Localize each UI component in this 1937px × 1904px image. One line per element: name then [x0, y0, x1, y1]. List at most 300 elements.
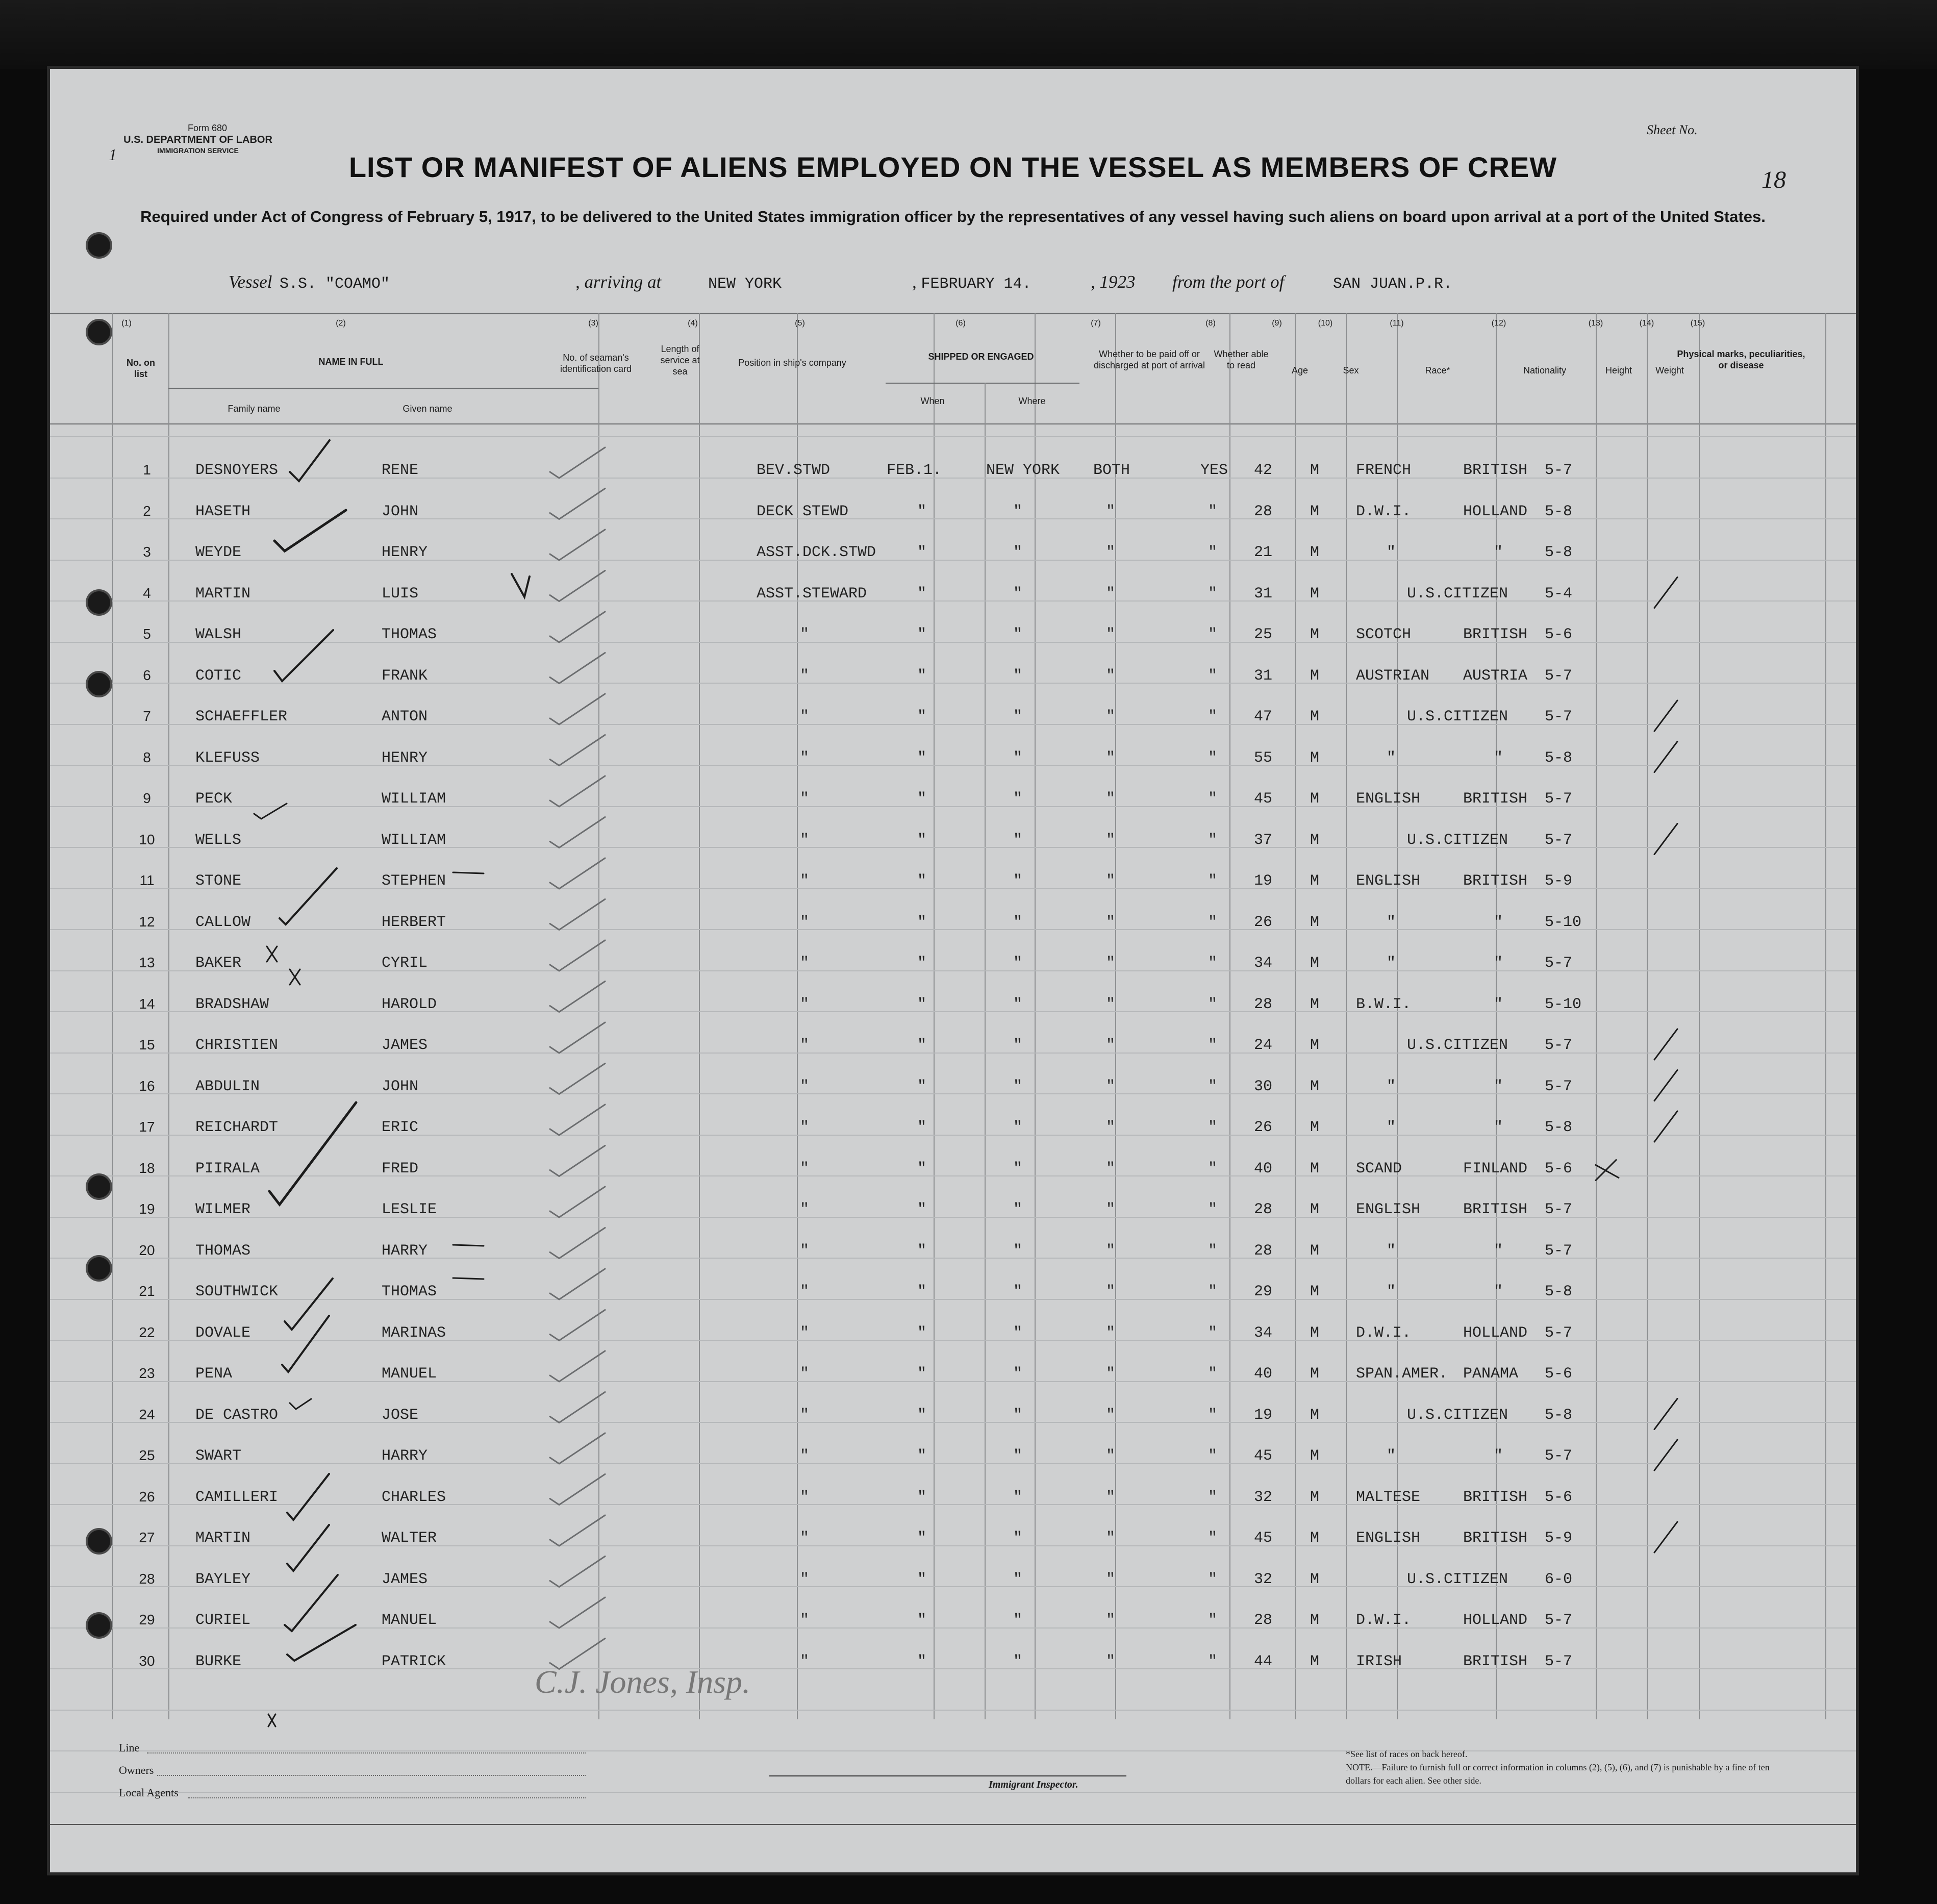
- position: ": [800, 1324, 810, 1342]
- given-name: JOHN: [382, 503, 419, 520]
- height: 5-6: [1545, 1488, 1573, 1506]
- age: 26: [1254, 913, 1273, 931]
- check-mark: [290, 440, 330, 481]
- shipped-where: ": [1013, 667, 1023, 685]
- shipped-where: ": [1013, 749, 1023, 767]
- age: 28: [1254, 1612, 1273, 1629]
- given-name: WALTER: [382, 1530, 437, 1547]
- shipped-where: ": [1013, 1612, 1023, 1629]
- sex: M: [1310, 1570, 1320, 1588]
- nationality: FINLAND: [1463, 1160, 1528, 1178]
- position: ": [800, 1447, 810, 1465]
- height: 5-7: [1545, 1652, 1573, 1670]
- family-name: WILMER: [195, 1201, 251, 1218]
- shipped-where: ": [1013, 1488, 1023, 1506]
- age: 30: [1254, 1078, 1273, 1095]
- age: 31: [1254, 585, 1273, 603]
- shipped-where: ": [1013, 790, 1023, 808]
- paid-off: ": [1106, 1037, 1116, 1054]
- check-mark: [287, 1625, 356, 1661]
- department-name: U.S. DEPARTMENT OF LABOR: [123, 134, 272, 145]
- column-number: (14): [1639, 319, 1654, 328]
- able-to-read: ": [1208, 1530, 1218, 1547]
- shipped-where: ": [1013, 1324, 1023, 1342]
- able-to-read: ": [1208, 1570, 1218, 1588]
- race: ENGLISH: [1356, 1201, 1421, 1218]
- paid-off: ": [1106, 872, 1116, 890]
- height: 5-7: [1545, 955, 1573, 972]
- shipped-when: ": [917, 1406, 927, 1424]
- binder-hole: [86, 232, 112, 259]
- sex: M: [1310, 1406, 1320, 1424]
- row-number: 14: [139, 995, 155, 1012]
- immigrant-inspector-label: Immigrant Inspector.: [989, 1779, 1078, 1790]
- column-number: (7): [1091, 319, 1101, 328]
- row-number: 19: [139, 1201, 155, 1217]
- position: ASST.DCK.STWD: [757, 544, 876, 561]
- shipped-when: ": [917, 1078, 927, 1095]
- sex: M: [1310, 503, 1320, 520]
- column-number: (5): [795, 319, 805, 328]
- col-weight-header: Weight: [1655, 365, 1684, 375]
- race: ENGLISH: [1356, 790, 1421, 808]
- row-number: 6: [143, 667, 151, 683]
- row-number: 16: [139, 1078, 155, 1094]
- check-mark: [1654, 1522, 1677, 1552]
- row-number: 30: [139, 1652, 155, 1669]
- nationality: HOLLAND: [1463, 1612, 1528, 1629]
- form-number: Form 680: [188, 123, 228, 133]
- age: 28: [1254, 995, 1273, 1013]
- nationality: BRITISH: [1463, 1201, 1528, 1218]
- shipped-when: ": [917, 1652, 927, 1670]
- row-number: 18: [139, 1160, 155, 1176]
- age: 34: [1254, 1324, 1273, 1342]
- check-mark: [254, 804, 287, 819]
- binder-hole: [86, 1173, 112, 1200]
- height: 5-9: [1545, 1530, 1573, 1547]
- col-read-header: Whether able to read: [1214, 349, 1269, 370]
- age: 29: [1254, 1283, 1273, 1300]
- check-mark: [287, 1525, 329, 1571]
- position: ": [800, 1488, 810, 1506]
- race: ENGLISH: [1356, 1530, 1421, 1547]
- col-name-header: NAME IN FULL: [318, 357, 384, 367]
- age: 19: [1254, 872, 1273, 890]
- row-number: 21: [139, 1283, 155, 1299]
- paid-off: ": [1106, 995, 1116, 1013]
- manifest-sheet: [50, 69, 1856, 1872]
- col-when-header: When: [920, 396, 945, 406]
- row-number: 2: [143, 503, 151, 519]
- able-to-read: ": [1208, 626, 1218, 643]
- col-service-header: Length of service at sea: [660, 344, 700, 377]
- height: 5-6: [1545, 1160, 1573, 1178]
- handwritten-check-marks: [50, 69, 1856, 1872]
- age: 55: [1254, 749, 1273, 767]
- shipped-where: ": [1013, 1037, 1023, 1054]
- position: DECK STEWD: [757, 503, 849, 520]
- row-number: 3: [143, 544, 151, 560]
- shipped-when: ": [917, 1612, 927, 1629]
- age: 21: [1254, 544, 1273, 561]
- position: ": [800, 626, 810, 643]
- position: ": [800, 913, 810, 931]
- sex: M: [1310, 708, 1320, 725]
- col-given-header: Given name: [403, 404, 452, 414]
- height: 5-7: [1545, 1447, 1573, 1465]
- check-mark: [269, 1103, 356, 1205]
- shipped-where: ": [1013, 1160, 1023, 1178]
- race: IRISH: [1356, 1652, 1402, 1670]
- height: 5-8: [1545, 1406, 1573, 1424]
- races-note: *See list of races on back hereof.: [1346, 1749, 1468, 1759]
- height: 5-7: [1545, 708, 1573, 725]
- col-position-header: Position in ship's company: [738, 358, 846, 368]
- column-number: (8): [1205, 319, 1216, 328]
- owners-label: Owners: [119, 1764, 154, 1776]
- sex: M: [1310, 1201, 1320, 1218]
- paid-off: ": [1106, 708, 1116, 725]
- able-to-read: ": [1208, 1324, 1218, 1342]
- height: 6-0: [1545, 1570, 1573, 1588]
- position: ": [800, 1283, 810, 1300]
- race: ENGLISH: [1356, 872, 1421, 890]
- nationality: BRITISH: [1463, 790, 1528, 808]
- family-name: COTIC: [195, 667, 242, 685]
- column-number: (2): [336, 319, 346, 328]
- able-to-read: ": [1208, 955, 1218, 972]
- check-mark: [550, 489, 605, 519]
- position: ": [800, 1652, 810, 1670]
- height: 5-7: [1545, 1324, 1573, 1342]
- race: B.W.I.: [1356, 995, 1412, 1013]
- shipped-where: ": [1013, 1406, 1023, 1424]
- position: ": [800, 831, 810, 849]
- given-name: LESLIE: [382, 1201, 437, 1218]
- shipped-where: NEW YORK: [986, 462, 1060, 479]
- service-name: IMMIGRATION SERVICE: [157, 146, 239, 155]
- sex: M: [1310, 1612, 1320, 1629]
- sex: M: [1310, 1037, 1320, 1054]
- sex: M: [1310, 1119, 1320, 1136]
- corner-handwritten-mark: 1: [109, 145, 117, 164]
- shipped-where: ": [1013, 708, 1023, 725]
- check-mark: [512, 574, 530, 597]
- shipped-when: FEB.1.: [887, 462, 942, 479]
- race: AUSTRIAN: [1356, 667, 1430, 685]
- inspector-signature: C.J. Jones, Insp.: [535, 1664, 751, 1700]
- family-name: CURIEL: [195, 1612, 251, 1629]
- nationality: ": [1494, 1447, 1503, 1465]
- binder-hole: [86, 1528, 112, 1555]
- shipped-where: ": [1013, 1530, 1023, 1547]
- able-to-read: ": [1208, 1652, 1218, 1670]
- shipped-when: ": [917, 1283, 927, 1300]
- nationality: HOLLAND: [1463, 503, 1528, 520]
- race: ": [1387, 544, 1396, 561]
- row-number: 7: [143, 708, 151, 724]
- race: FRENCH: [1356, 462, 1412, 479]
- col-no-header: No. on list: [127, 358, 155, 379]
- position: ": [800, 1612, 810, 1629]
- able-to-read: ": [1208, 544, 1218, 561]
- able-to-read: ": [1208, 1037, 1218, 1054]
- able-to-read: ": [1208, 749, 1218, 767]
- shipped-where: ": [1013, 1201, 1023, 1218]
- check-mark: [1654, 1070, 1677, 1101]
- bottom-rule: [50, 1824, 1856, 1825]
- height: 5-9: [1545, 872, 1573, 890]
- given-name: HERBERT: [382, 913, 446, 931]
- check-mark: [550, 1515, 605, 1546]
- family-name: STONE: [195, 872, 242, 890]
- given-name: PATRICK: [382, 1652, 446, 1670]
- nationality: AUSTRIA: [1463, 667, 1528, 685]
- nationality: BRITISH: [1463, 1530, 1528, 1547]
- paid-off: ": [1106, 1160, 1116, 1178]
- row-number: 12: [139, 913, 155, 930]
- col-age-header: Age: [1291, 365, 1309, 375]
- family-name: CALLOW: [195, 913, 251, 931]
- check-mark: [550, 817, 605, 848]
- sex: M: [1310, 1447, 1320, 1465]
- col-height-header: Height: [1605, 365, 1632, 375]
- col-where-header: Where: [1018, 396, 1046, 406]
- shipped-where: ": [1013, 1078, 1023, 1095]
- sex: M: [1310, 1160, 1320, 1178]
- race: ": [1387, 913, 1396, 931]
- given-name: WILLIAM: [382, 790, 446, 808]
- column-number: (9): [1272, 319, 1282, 328]
- sex: M: [1310, 955, 1320, 972]
- column-number: (3): [588, 319, 598, 328]
- paid-off: ": [1106, 1283, 1116, 1300]
- able-to-read: ": [1208, 995, 1218, 1013]
- shipped-when: ": [917, 1447, 927, 1465]
- check-mark: [290, 969, 300, 985]
- family-name: PECK: [195, 790, 233, 808]
- shipped-when: ": [917, 1324, 927, 1342]
- check-mark: [550, 858, 605, 889]
- check-mark: [1654, 1029, 1677, 1060]
- shipped-where: ": [1013, 995, 1023, 1013]
- shipped-where: ": [1013, 626, 1023, 643]
- column-number: (4): [688, 319, 698, 328]
- paid-off: ": [1106, 1365, 1116, 1383]
- position: ": [800, 790, 810, 808]
- given-name: RENE: [382, 462, 419, 479]
- age: 28: [1254, 503, 1273, 520]
- given-name: LUIS: [382, 585, 419, 603]
- family-name: ABDULIN: [195, 1078, 260, 1095]
- nationality: PANAMA: [1463, 1365, 1519, 1383]
- paid-off: ": [1106, 1612, 1116, 1629]
- age: 31: [1254, 667, 1273, 685]
- check-mark: [550, 1187, 605, 1217]
- shipped-where: ": [1013, 955, 1023, 972]
- vessel-label: Vessel: [229, 272, 272, 292]
- age: 42: [1254, 462, 1273, 479]
- age: 40: [1254, 1160, 1273, 1178]
- race: U.S.CITIZEN: [1407, 1406, 1508, 1424]
- check-mark: [550, 571, 605, 602]
- shipped-where: ": [1013, 831, 1023, 849]
- able-to-read: ": [1208, 1488, 1218, 1506]
- race: U.S.CITIZEN: [1407, 585, 1508, 603]
- row-number: 15: [139, 1037, 155, 1053]
- given-name: HARRY: [382, 1242, 428, 1260]
- check-mark: [550, 1433, 605, 1464]
- shipped-when: ": [917, 831, 927, 849]
- family-name: DOVALE: [195, 1324, 251, 1342]
- height: 5-7: [1545, 1037, 1573, 1054]
- agents-field: [188, 1797, 586, 1798]
- paid-off: ": [1106, 790, 1116, 808]
- col-family-header: Family name: [228, 404, 281, 414]
- able-to-read: ": [1208, 1242, 1218, 1260]
- check-mark: [267, 946, 277, 962]
- check-mark: [550, 612, 605, 642]
- row-number: 8: [143, 749, 151, 765]
- family-name: MARTIN: [195, 1530, 251, 1547]
- shipped-where: ": [1013, 1570, 1023, 1588]
- check-mark: [280, 868, 337, 924]
- binder-hole: [86, 319, 112, 345]
- able-to-read: ": [1208, 913, 1218, 931]
- able-to-read: ": [1208, 1612, 1218, 1629]
- paid-off: ": [1106, 1242, 1116, 1260]
- check-mark: [1654, 742, 1677, 772]
- check-mark: [550, 530, 605, 560]
- paid-off: ": [1106, 831, 1116, 849]
- height: 5-6: [1545, 626, 1573, 643]
- height: 5-7: [1545, 1612, 1573, 1629]
- able-to-read: ": [1208, 585, 1218, 603]
- family-name: BAKER: [195, 955, 242, 972]
- check-mark: [550, 1146, 605, 1176]
- height: 5-7: [1545, 1242, 1573, 1260]
- shipped-when: ": [917, 1365, 927, 1383]
- shipped-where: ": [1013, 872, 1023, 890]
- position: ": [800, 749, 810, 767]
- given-name: JOSE: [382, 1406, 419, 1424]
- given-name: FRED: [382, 1160, 419, 1178]
- age: 44: [1254, 1652, 1273, 1670]
- sex: M: [1310, 790, 1320, 808]
- check-mark: [550, 776, 605, 807]
- height: 5-7: [1545, 831, 1573, 849]
- given-name: ANTON: [382, 708, 428, 725]
- col-shipped-header: SHIPPED OR ENGAGED: [928, 352, 1034, 362]
- given-name: MANUEL: [382, 1612, 437, 1629]
- age: 25: [1254, 626, 1273, 643]
- check-mark: [1596, 1160, 1619, 1181]
- sex: M: [1310, 462, 1320, 479]
- paid-off: ": [1106, 1530, 1116, 1547]
- check-mark: [1654, 1440, 1677, 1470]
- race: ": [1387, 955, 1396, 972]
- line-label: Line: [119, 1741, 140, 1754]
- check-mark: [550, 1392, 605, 1423]
- column-number: (15): [1690, 319, 1705, 328]
- age: 28: [1254, 1242, 1273, 1260]
- binder-hole: [86, 589, 112, 616]
- family-name: DESNOYERS: [195, 462, 279, 479]
- shipped-where: ": [1013, 1652, 1023, 1670]
- height: 5-10: [1545, 995, 1582, 1013]
- row-number: 23: [139, 1365, 155, 1381]
- check-mark: [550, 1269, 605, 1299]
- height: 5-8: [1545, 749, 1573, 767]
- height: 5-8: [1545, 1283, 1573, 1300]
- race: SPAN.AMER.: [1356, 1365, 1448, 1383]
- race: ": [1387, 749, 1396, 767]
- paid-off: ": [1106, 1652, 1116, 1670]
- row-number: 5: [143, 626, 151, 642]
- check-mark: [282, 1316, 329, 1372]
- nationality: ": [1494, 1283, 1503, 1300]
- sex: M: [1310, 1242, 1320, 1260]
- given-name: JAMES: [382, 1570, 428, 1588]
- check-mark: [550, 1351, 605, 1382]
- shipped-where: ": [1013, 913, 1023, 931]
- family-name: CAMILLERI: [195, 1488, 279, 1506]
- race: MALTESE: [1356, 1488, 1421, 1506]
- shipped-when: ": [917, 790, 927, 808]
- family-name: WELLS: [195, 831, 242, 849]
- shipped-when: ": [917, 626, 927, 643]
- paid-off: ": [1106, 626, 1116, 643]
- check-mark: [550, 694, 605, 724]
- given-name: CHARLES: [382, 1488, 446, 1506]
- sex: M: [1310, 585, 1320, 603]
- shipped-when: ": [917, 1160, 927, 1178]
- row-number: 1: [143, 462, 151, 478]
- local-agents-label: Local Agents: [119, 1786, 179, 1799]
- col-nationality-header: Nationality: [1523, 365, 1567, 375]
- sex: M: [1310, 626, 1320, 643]
- race: D.W.I.: [1356, 1612, 1412, 1629]
- shipped-where: ": [1013, 1283, 1023, 1300]
- given-name: CYRIL: [382, 955, 428, 972]
- age: 19: [1254, 1406, 1273, 1424]
- paid-off: ": [1106, 667, 1116, 685]
- family-name: THOMAS: [195, 1242, 251, 1260]
- check-mark: [1654, 700, 1677, 731]
- given-name: ERIC: [382, 1119, 419, 1136]
- age: 40: [1254, 1365, 1273, 1383]
- position: ": [800, 708, 810, 725]
- paid-off: ": [1106, 1201, 1116, 1218]
- position: ": [800, 1119, 810, 1136]
- position: ": [800, 1160, 810, 1178]
- given-name: THOMAS: [382, 1283, 437, 1300]
- given-name: THOMAS: [382, 626, 437, 643]
- height: 5-8: [1545, 1119, 1573, 1136]
- check-mark: [550, 982, 605, 1012]
- arrival-port: NEW YORK: [708, 275, 782, 293]
- shipped-when: ": [917, 708, 927, 725]
- height: 5-7: [1545, 1078, 1573, 1095]
- shipped-when: ": [917, 1242, 927, 1260]
- shipped-when: ": [917, 544, 927, 561]
- shipped-when: ": [917, 913, 927, 931]
- nationality: ": [1494, 1119, 1503, 1136]
- column-number: (11): [1390, 319, 1404, 328]
- able-to-read: ": [1208, 1406, 1218, 1424]
- shipped-when: ": [917, 1201, 927, 1218]
